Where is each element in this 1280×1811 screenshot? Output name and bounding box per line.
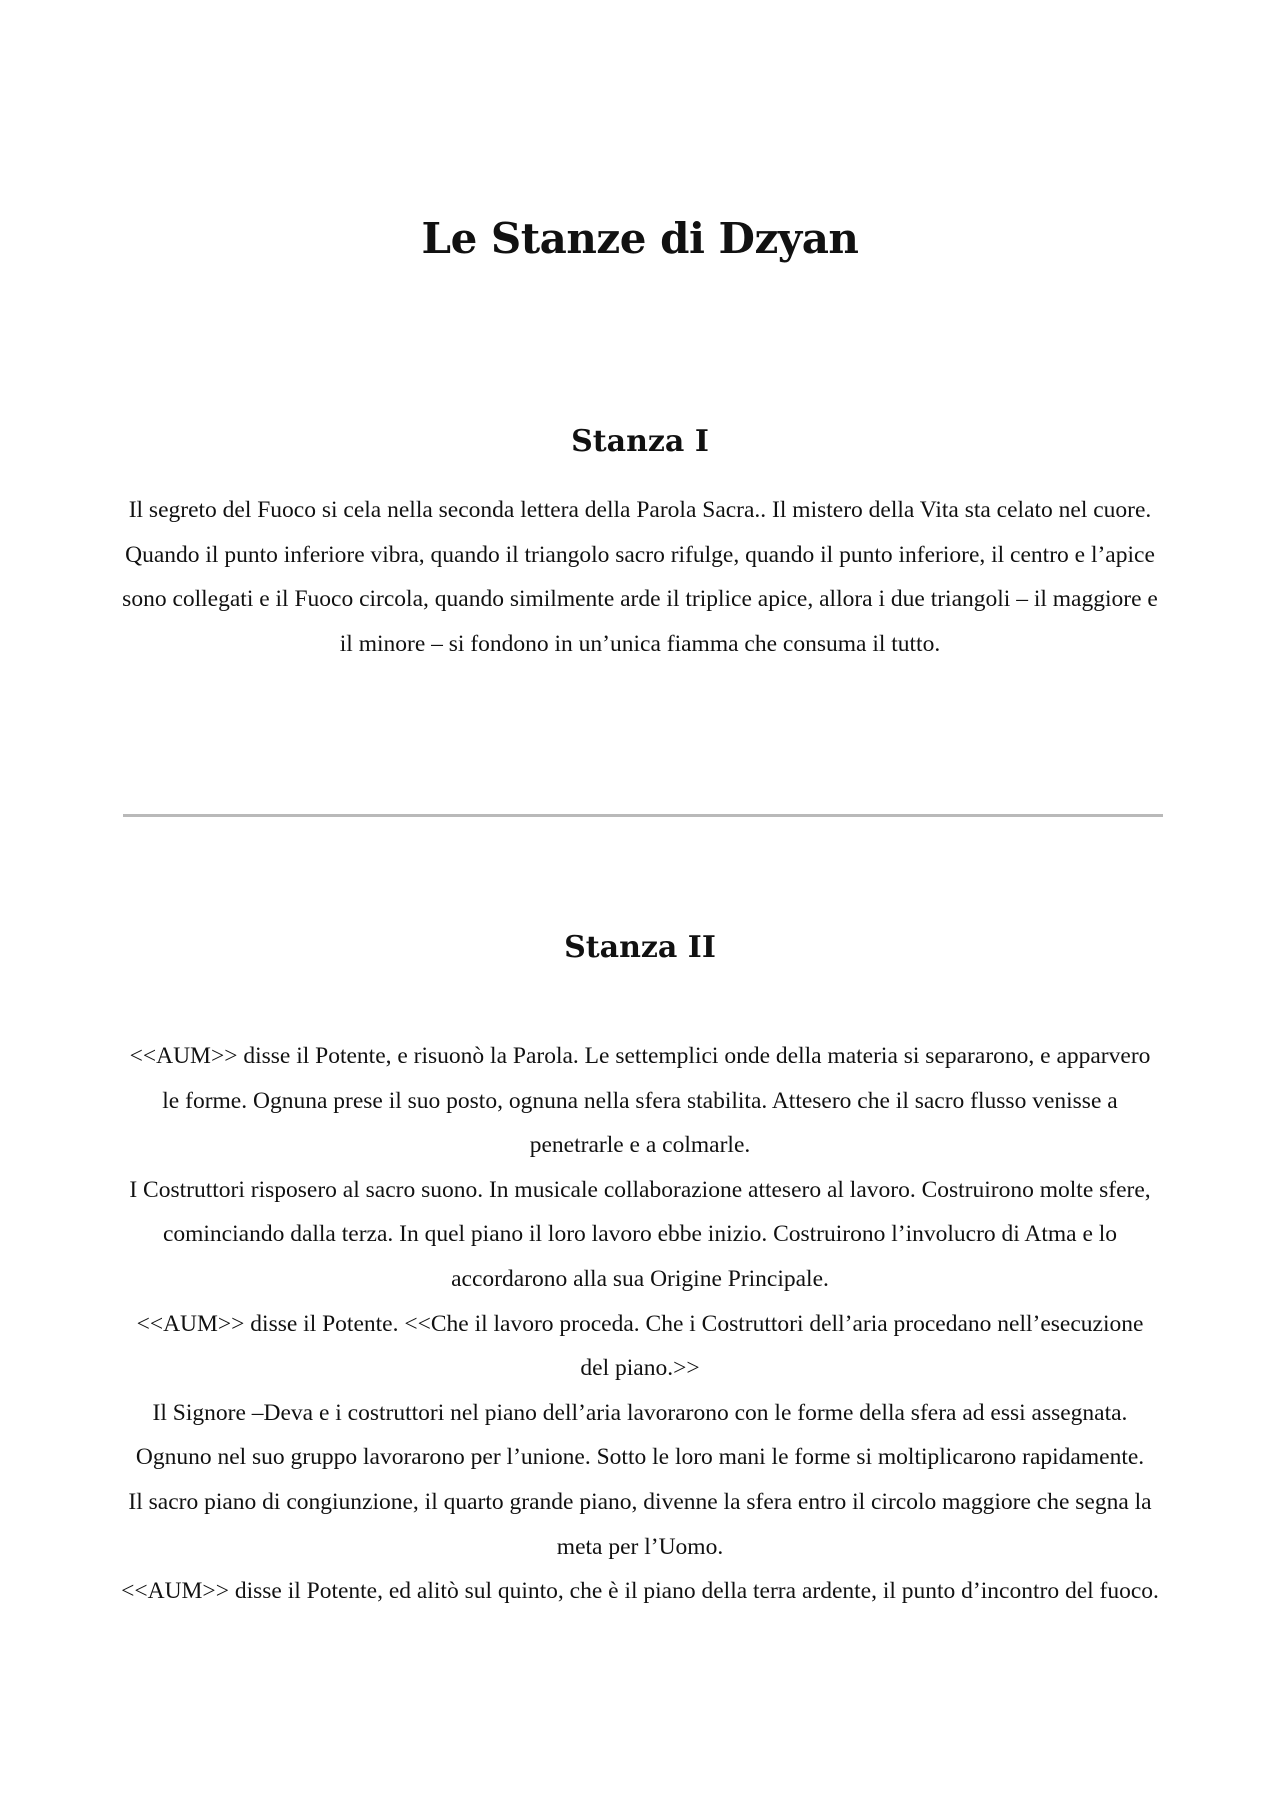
page-title: Le Stanze di Dzyan xyxy=(421,214,859,263)
stanza-2-paragraph: <<AUM>> disse il Potente. <<Che il lavoro proceda. Che i Costruttori dell’aria procedano nell’esecuzione del piano.>> xyxy=(136,1310,1144,1382)
section-divider xyxy=(123,814,1163,817)
stanza-2-paragraph: Il Signore –Deva e i costruttori nel piano dell’aria lavorarono con le forme della sfera ad essi assegnata. Ognuno nel suo gruppo lavorarono per l’unione. Sotto le loro mani le forme si moltiplicarono rapidamente. xyxy=(135,1399,1145,1471)
stanza-1-heading: Stanza I xyxy=(571,424,709,459)
stanza-2-heading: Stanza II xyxy=(564,930,716,965)
stanza-1-paragraph: Il segreto del Fuoco si cela nella seconda lettera della Parola Sacra.. Il mistero della Vita sta celato nel cuore. xyxy=(128,497,1152,523)
stanza-2-paragraph: I Costruttori risposero al sacro suono. In musicale collaborazione attesero al lavoro. Costruirono molte sfere, cominciando dalla terza. In quel piano il loro lavoro ebbe inizio. Costruirono l’involucro di Atma e lo accordarono alla sua Origine Principale. xyxy=(129,1176,1151,1292)
stanza-1-paragraph: Quando il punto inferiore vibra, quando il triangolo sacro rifulge, quando il punto inferiore, il centro e l’apice sono collegati e il Fuoco circola, quando similmente arde il triplice apice, allora i due triangoli – il maggiore e il minore – si fondono in un’unica fiamma che consuma il tutto. xyxy=(122,541,1158,657)
stanza-2-paragraph: Il sacro piano di congiunzione, il quarto grande piano, divenne la sfera entro il circolo maggiore che segna la meta per l’Uomo. xyxy=(128,1488,1152,1560)
stanza-2-paragraph: <<AUM>> disse il Potente, ed alitò sul quinto, che è il piano della terra ardente, il punto d’incontro del fuoco. xyxy=(121,1578,1159,1605)
stanza-1-body xyxy=(120,488,1160,666)
stanza-2-paragraph: <<AUM>> disse il Potente, e risuonò la Parola. Le settemplici onde della materia si separarono, e apparvero le forme. Ognuna prese il suo posto, ognuna nella sfera stabilita. Attesero che il sacro flusso venisse a penetrarle e a colmarle. xyxy=(129,1043,1151,1159)
stanza-2-body xyxy=(120,1034,1160,1614)
